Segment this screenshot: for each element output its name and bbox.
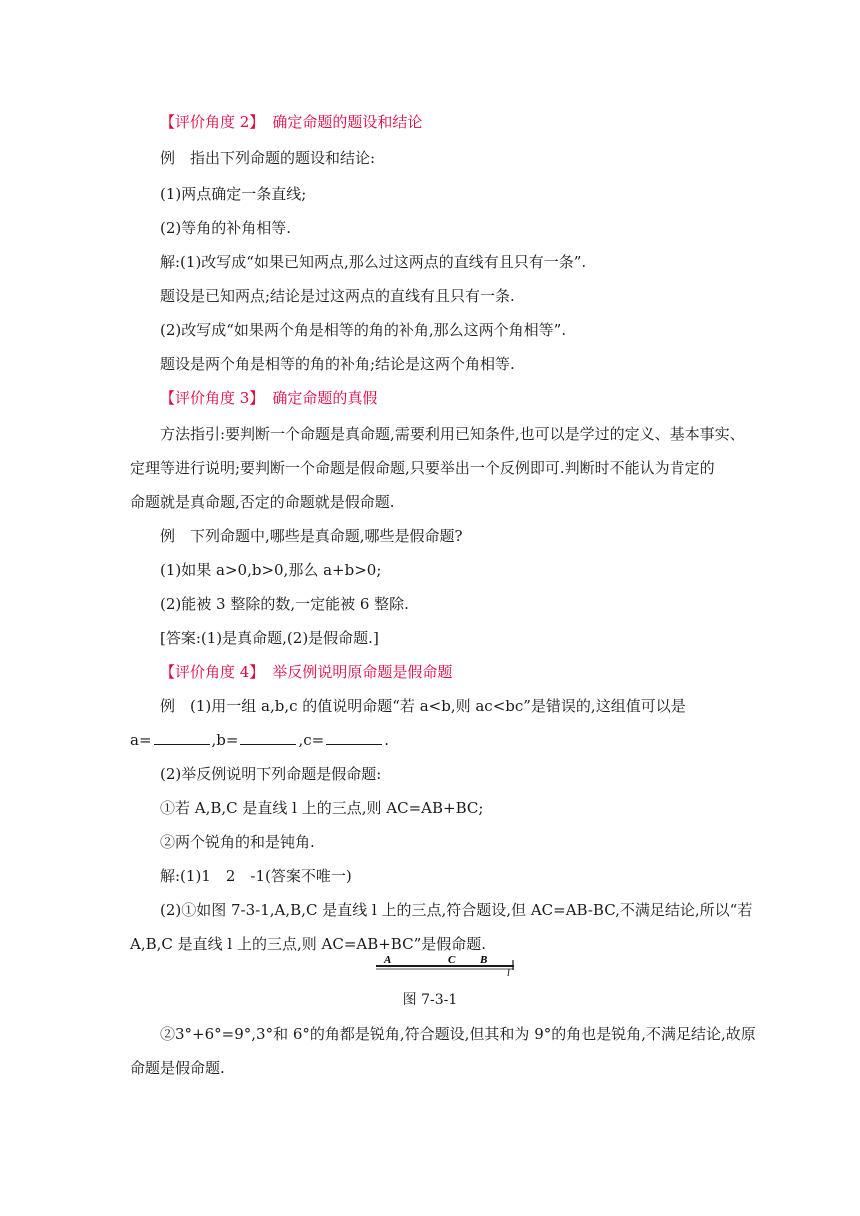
blank-b[interactable] <box>240 730 296 745</box>
blank-a[interactable] <box>154 730 210 745</box>
solution-line: 解:(1)改写成“如果已知两点,那么过这两点的直线有且只有一条”. <box>160 253 587 271</box>
example-intro: 例 指出下列命题的题设和结论: <box>160 149 376 167</box>
point-a-label: A <box>384 954 392 966</box>
proposition-item: ①若 A,B,C 是直线 l 上的三点,则 AC=AB+BC; <box>160 799 484 817</box>
solution-line: (2)①如图 7-3-1,A,B,C 是直线 l 上的三点,符合题设,但 AC=AB-BC,不满足结论,所以“若 <box>160 901 753 919</box>
solution-line: ②3°+6°=9°,3°和 6°的角都是锐角,符合题设,但其和为 9°的角也是锐角,不满足结论,故原 <box>160 1025 756 1043</box>
figure-caption: 图 7-3-1 <box>402 992 458 1008</box>
section-tag: 【评价角度 4】 <box>160 663 265 681</box>
point-c-label: C <box>448 954 456 966</box>
proposition-item: ②两个锐角的和是钝角. <box>160 833 315 851</box>
proposition-item: (2)能被 3 整除的数,一定能被 6 整除. <box>160 595 409 613</box>
method-paragraph: 命题就是真命题,否定的命题就是假命题. <box>130 493 395 511</box>
section-tag: 【评价角度 2】 <box>160 113 265 131</box>
point-b-label: B <box>480 954 488 966</box>
section-title: 确定命题的真假 <box>272 389 378 407</box>
section-title: 举反例说明原命题是假命题 <box>272 663 453 681</box>
instruction-line: (2)举反例说明下列命题是假命题: <box>160 765 382 783</box>
section-tag: 【评价角度 3】 <box>160 389 265 407</box>
proposition-item: (1)两点确定一条直线; <box>160 185 307 203</box>
line-end: . <box>384 731 389 749</box>
section-heading-3 <box>160 388 377 408</box>
solution-line: 命题是假命题. <box>130 1059 225 1077</box>
solution-line: 题设是两个角是相等的角的补角;结论是这两个角相等. <box>160 355 515 373</box>
section-heading-4 <box>160 662 452 682</box>
solution-line: A,B,C 是直线 l 上的三点,则 AC=AB+BC”是假命题. <box>130 935 487 953</box>
line-figure <box>372 952 520 980</box>
fill-in-line <box>130 730 389 750</box>
method-paragraph: 定理等进行说明;要判断一个命题是假命题,只要举出一个反例即可.判断时不能认为肯定的 <box>130 459 715 477</box>
blank-label-a: a= <box>130 731 152 749</box>
blank-label-b: ,b= <box>211 731 239 749</box>
answer-line: [答案:(1)是真命题,(2)是假命题.] <box>160 629 379 647</box>
solution-line: 题设是已知两点;结论是过这两点的直线有且只有一条. <box>160 287 515 305</box>
solution-line: (2)改写成“如果两个角是相等的角的补角,那么这两个角相等”. <box>160 321 567 339</box>
proposition-item: (1)如果 a>0,b>0,那么 a+b>0; <box>160 561 382 579</box>
solution-line: 解:(1)1 2 -1(答案不唯一) <box>160 867 352 885</box>
blank-c[interactable] <box>326 730 382 745</box>
blank-label-c: ,c= <box>298 731 325 749</box>
example-intro: 例 (1)用一组 a,b,c 的值说明命题“若 a<b,则 ac<bc”是错误的,这组值可以是 <box>160 697 686 715</box>
section-heading-2 <box>160 112 422 132</box>
proposition-item: (2)等角的补角相等. <box>160 219 292 237</box>
example-intro: 例 下列命题中,哪些是真命题,哪些是假命题? <box>160 527 463 545</box>
line-l-label: l <box>507 968 510 979</box>
method-paragraph: 方法指引:要判断一个命题是真命题,需要利用已知条件,也可以是学过的定义、基本事实、 <box>160 425 745 443</box>
section-title: 确定命题的题设和结论 <box>272 113 423 131</box>
